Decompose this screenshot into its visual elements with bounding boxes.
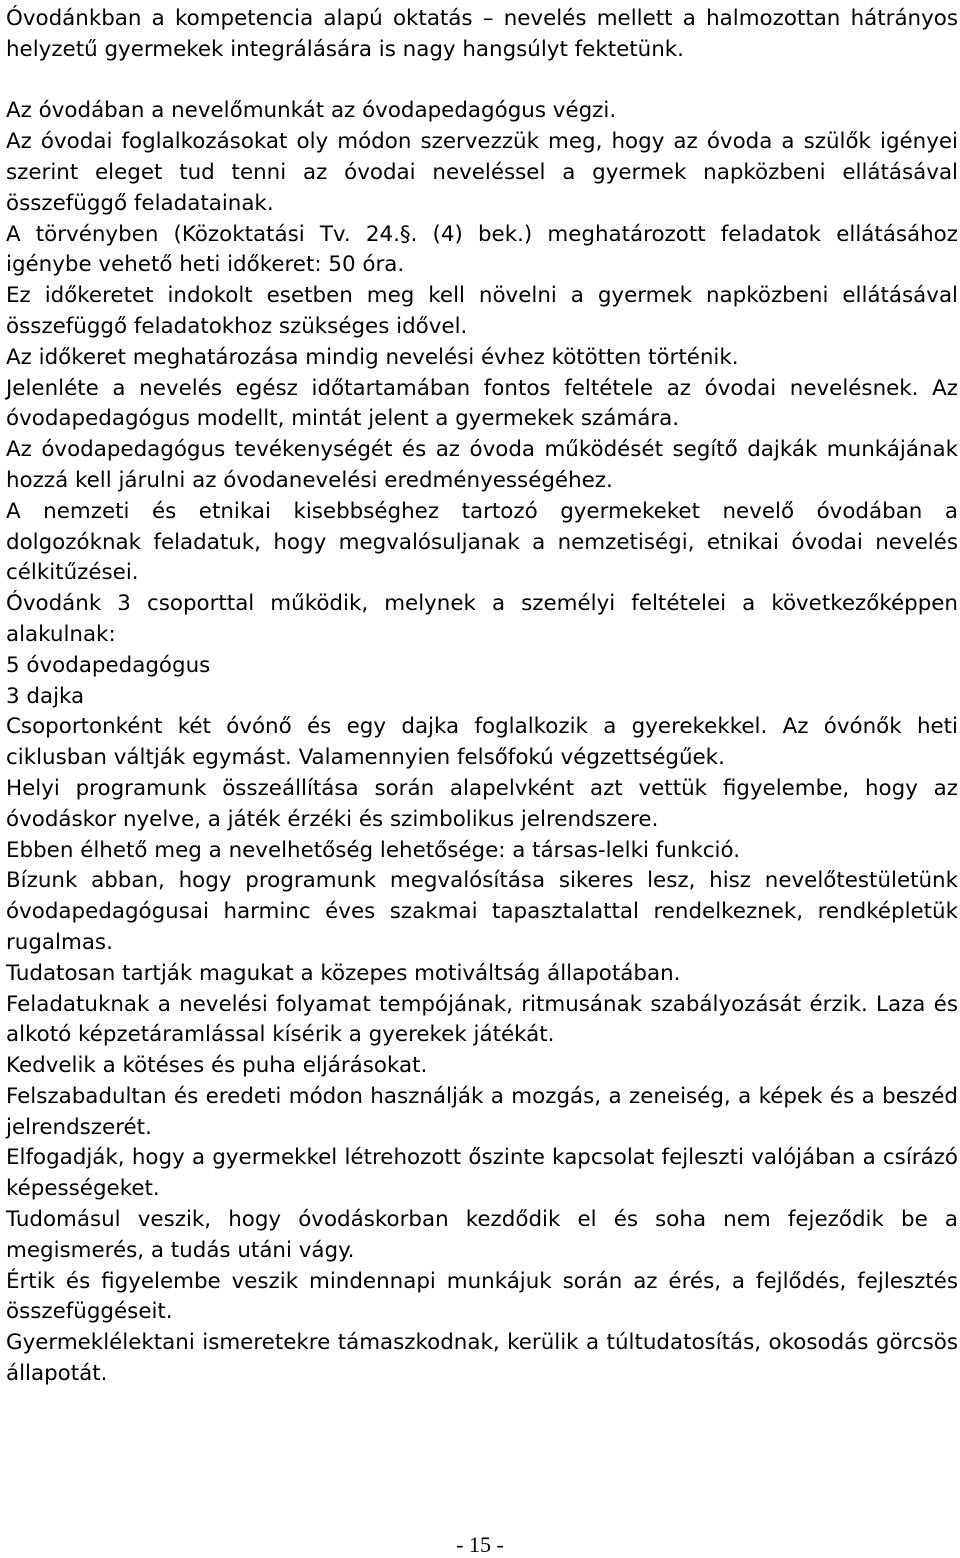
paragraph-law-timeframe: A törvényben (Közoktatási Tv. 24.§. (4) bek.) meghatározott feladatok ellátásához igénybe vehető heti időkeret: 50 óra. [6, 221, 958, 278]
paragraph-educability: Ebben élhető meg a nevelhetőség lehetősége: a társas-lelki funkció. [6, 837, 740, 863]
staff-line-pedagogues: 5 óvodapedagógus [6, 652, 211, 678]
paragraph-organization: Az óvodai foglalkozásokat oly módon szervezzük meg, hogy az óvoda a szülők igényei szerint eleget tud tenni az óvodai neveléssel a gyermek napközbeni ellátásával összefüggő feladatainak. [6, 129, 958, 216]
paragraph-relationship: Elfogadják, hogy a gyermekkel létrehozott őszinte kapcsolat fejleszti valójában a csírázó képességeket. [6, 1145, 958, 1202]
paragraph-pedagogue: Az óvodában a nevelőmunkát az óvodapedagógus végzi. [6, 98, 617, 124]
paragraph-presence: Jelenléte a nevelés egész időtartamában fontos feltétele az óvodai nevelésnek. Az óvodapedagógus modellt, mintát jelent a gyermekek számára. [6, 375, 958, 432]
paragraph-integration: Óvodánkban a kompetencia alapú oktatás – nevelés mellett a halmozottan hátrányos helyzetű gyermekek integrálására is nagy hangsúlyt fektetünk. [6, 6, 958, 62]
page-number: - 15 - [456, 1532, 504, 1557]
paragraph-spacer [6, 66, 958, 97]
paragraph-tempo: Feladatuknak a nevelési folyamat tempójának, ritmusának szabályozását érzik. Laza és alkotó képzetáramlással kísérik a gyerekek játékát. [6, 991, 958, 1048]
paragraph-group-staffing: Csoportonként két óvónő és egy dajka foglalkozik a gyerekekkel. Az óvónők heti ciklusban váltják egymást. Valamennyien felsőfokú végzettségűek. [6, 714, 958, 771]
paragraph-local-program: Helyi programunk összeállítása során alapelvként azt vettük figyelembe, hogy az óvodáskor nyelve, a játék érzéki és szimbolikus jelrendszere. [6, 775, 958, 832]
document-page [6, 4, 958, 1390]
paragraph-minority: A nemzeti és etnikai kisebbséghez tartozó gyermekeket nevelő óvodában a dolgozóknak feladatuk, hogy megvalósuljanak a nemzetiségi, etnikai óvodai nevelés célkitűzései. [6, 498, 958, 586]
paragraph-timeframe-definition: Az időkeret meghatározása mindig nevelési évhez kötötten történik. [6, 344, 739, 370]
paragraph-motivation: Tudatosan tartják magukat a közepes motiváltság állapotában. [6, 960, 681, 986]
paragraph-groups: Óvodánk 3 csoporttal működik, melynek a személyi feltételei a következőképpen alakulnak: [6, 591, 958, 647]
paragraph-assistants: Az óvodapedagógus tevékenységét és az óvoda működését segítő dajkák munkájának hozzá kell járulni az óvodanevelési eredményességéhez. [6, 437, 958, 493]
paragraph-methods: Kedvelik a kötéses és puha eljárásokat. [6, 1053, 428, 1079]
staff-line-assistants: 3 dajka [6, 683, 85, 709]
paragraph-sign-systems: Felszabadultan és eredeti módon használják a mozgás, a zeneiség, a képek és a beszéd jelrendszerét. [6, 1083, 958, 1140]
paragraph-psychology: Gyermeklélektani ismeretekre támaszkodnak, kerülik a túltudatosítás, okosodás görcsös állapotát. [6, 1330, 958, 1387]
paragraph-development: Értik és figyelembe veszik mindennapi munkájuk során az érés, a fejlődés, fejlesztés összefüggéseit. [6, 1268, 958, 1325]
paragraph-learning: Tudomásul veszik, hogy óvodáskorban kezdődik el és soha nem fejeződik be a megismerés, a tudás utáni vágy. [6, 1207, 958, 1263]
paragraph-timeframe-increase: Ez időkeretet indokolt esetben meg kell növelni a gyermek napközbeni ellátásával összefüggő feladatokhoz szükséges idővel. [6, 283, 958, 339]
paragraph-trust: Bízunk abban, hogy programunk megvalósítása sikeres lesz, hisz nevelőtestületünk óvodapedagógusai harminc éves szakmai tapasztalattal rendelkeznek, rendképletük rugalmas. [6, 868, 958, 955]
